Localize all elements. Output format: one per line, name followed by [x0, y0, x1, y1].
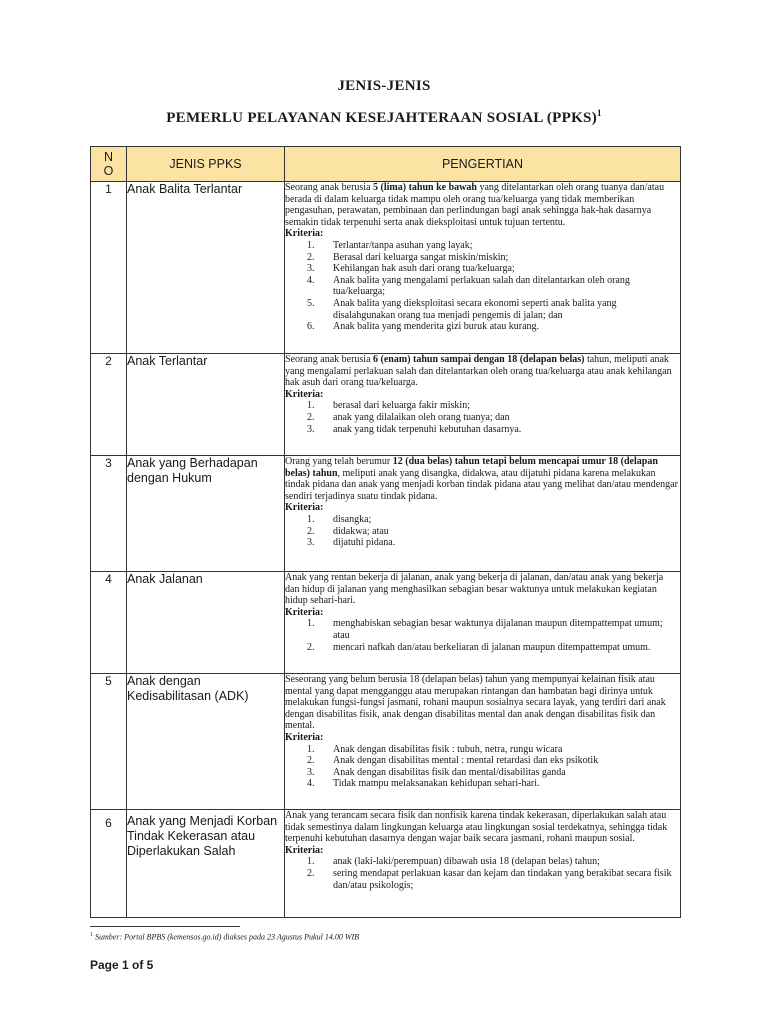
row-description: [285, 572, 680, 607]
list-item-text: Tidak mampu melaksanakan kehidupan sehari-hari.: [333, 778, 540, 790]
list-item-text: mencari nafkah dan/atau berkeliaran di jalanan maupun ditempattempat umum.: [333, 641, 651, 653]
list-item-number: 2.: [307, 411, 315, 423]
row-number: 4: [91, 572, 127, 674]
table-row: [91, 674, 681, 810]
row-pengertian: [285, 572, 681, 674]
list-item-number: 3.: [307, 537, 315, 549]
table-row: [91, 572, 681, 674]
list-item-number: 1.: [307, 856, 315, 868]
criteria-list: [285, 618, 680, 653]
row-description: [285, 354, 680, 389]
header-no-line1: N: [103, 150, 114, 164]
footnote-text: Sumber: Portal BPBS (kemensos.go.id) diakses pada 23 Agustus Pukul 14.00 WIB: [95, 932, 360, 942]
criteria-label: Kriteria:: [285, 502, 324, 514]
table-row: [91, 456, 681, 572]
list-item-number: 3.: [307, 263, 315, 275]
description-bold-text: 12 (dua belas) tahun tetapi belum mencapai umur 18 (delapan belas) tahun: [285, 456, 658, 479]
list-item-number: 2.: [307, 641, 315, 653]
row-jenis: Anak Balita Terlantar: [127, 182, 285, 354]
list-item: [285, 744, 680, 756]
criteria-list: [285, 744, 680, 790]
list-item-number: 5.: [307, 297, 315, 309]
description-bold-text: 5 (lima) tahun ke bawah: [373, 182, 477, 193]
list-item-number: 6.: [307, 321, 315, 333]
row-pengertian: [285, 182, 681, 354]
list-item-number: 1.: [307, 400, 315, 412]
list-item: [285, 868, 680, 891]
criteria-label: Kriteria:: [285, 606, 324, 618]
header-no-line2: O: [103, 164, 114, 178]
list-item: [285, 321, 680, 333]
description-text: Anak yang terancam secara fisik dan nonfisik karena tindak kekerasan, diperlakukan salah atau tidak semestinya dalam lingkungan keluarga atau lingkungan sosial terdekatnya, sehingga tidak terpenuhi kebutuhan dasarnya dengan wajar baik secara jasmani, rohani maupun sosial.: [285, 810, 668, 845]
table-row: [91, 810, 681, 918]
criteria-label: Kriteria:: [285, 228, 324, 240]
list-item: [285, 412, 680, 424]
description-text: Orang yang telah berumur: [285, 456, 393, 467]
list-item: [285, 642, 680, 654]
list-item-text: Anak balita yang dieksploitasi secara ekonomi seperti anak balita yang disalahgunakan orang tua menjadi pengemis di jalan; dan: [333, 297, 617, 321]
row-description: [285, 456, 680, 502]
row-jenis: Anak yang Menjadi Korban Tindak Kekerasan atau Diperlakukan Salah: [127, 810, 285, 918]
row-number: 3: [91, 456, 127, 572]
list-item-number: 3.: [307, 423, 315, 435]
row-jenis: Anak yang Berhadapan dengan Hukum: [127, 456, 285, 572]
list-item-text: didakwa; atau: [333, 525, 389, 537]
list-item-text: anak (laki-laki/perempuan) dibawah usia 18 (delapan belas) tahun;: [333, 856, 600, 868]
list-item: [285, 618, 680, 641]
list-item-text: Berasal dari keluarga sangat miskin/miskin;: [333, 251, 509, 263]
list-item: [285, 755, 680, 767]
list-item: [285, 400, 680, 412]
subtitle-text: PEMERLU PELAYANAN KESEJAHTERAAN SOSIAL (PPKS): [166, 110, 597, 126]
list-item-number: 1.: [307, 743, 315, 755]
list-item-text: berasal dari keluarga fakir miskin;: [333, 400, 470, 412]
list-item-number: 4.: [307, 274, 315, 286]
header-jenis: JENIS PPKS: [127, 147, 285, 182]
row-jenis: Anak Terlantar: [127, 354, 285, 456]
criteria-list: [285, 856, 680, 891]
list-item: [285, 424, 680, 436]
list-item-text: Terlantar/tanpa asuhan yang layak;: [333, 239, 473, 251]
row-number: 2: [91, 354, 127, 456]
list-item-number: 2.: [307, 867, 315, 879]
header-pengertian: PENGERTIAN: [285, 147, 681, 182]
row-pengertian: [285, 456, 681, 572]
criteria-list: [285, 240, 680, 333]
list-item-text: Kehilangan hak asuh dari orang tua/keluarga;: [333, 263, 515, 275]
page-number: Page 1 of 5: [90, 958, 154, 972]
description-text-continued: , meliputi anak yang disangka, didakwa, atau dijatuhi pidana karena melakukan tindak pidana dan anak yang menjadi korban tindak pidana atau yang melihat dan/atau mendengar sendiri terjadinya suatu tindak pidana.: [285, 467, 678, 502]
list-item-text: sering mendapat perlakuan kasar dan kejam dan tindakan yang berakibat secara fisik dan/atau psikologis;: [333, 867, 672, 891]
row-jenis: Anak Jalanan: [127, 572, 285, 674]
list-item: [285, 275, 680, 298]
list-item-number: 2.: [307, 251, 315, 263]
list-item: [285, 537, 680, 549]
document-title: JENIS-JENIS: [337, 78, 431, 94]
header-no: [91, 147, 127, 182]
list-item: [285, 240, 680, 252]
table-row: [91, 182, 681, 354]
footnote: [90, 932, 359, 942]
list-item-number: 4.: [307, 778, 315, 790]
row-pengertian: [285, 674, 681, 810]
description-text-continued: yang ditelantarkan oleh orang tuanya dan/atau berada di dalam keluarga tidak mampu oleh orang tua/keluarga yang tidak memberikan pengasuhan, perawatan, pembinaan dan perlindungan bagi anak sehingga hak-hak dasarnya semakin tidak terpenuhi serta anak dieksploitasi untuk tujuan tertentu.: [285, 182, 665, 228]
description-text-continued: tahun, meliputi anak yang mengalami perlakuan salah dan ditelantarkan oleh orang tua/keluarga atau anak kehilangan hak asuh dari orang tua/keluarga.: [285, 354, 672, 389]
table-row: [91, 354, 681, 456]
row-number: 1: [91, 182, 127, 354]
list-item-text: disangka;: [333, 513, 372, 525]
table-header-row: [91, 147, 681, 182]
list-item-text: Anak dengan disabilitas fisik : tubuh, netra, rungu wicara: [333, 743, 563, 755]
row-number: 6: [91, 810, 127, 918]
row-description: [285, 182, 680, 228]
list-item: [285, 263, 680, 275]
description-bold-text: 6 (enam) tahun sampai dengan 18 (delapan belas): [373, 354, 585, 365]
list-item-text: Anak dengan disabilitas mental : mental retardasi dan eks psikotik: [333, 755, 599, 767]
list-item: [285, 778, 680, 790]
row-jenis: Anak dengan Kedisabilitasan (ADK): [127, 674, 285, 810]
list-item: [285, 252, 680, 264]
list-item-text: dijatuhi pidana.: [333, 537, 396, 549]
list-item-text: menghabiskan sebagian besar waktunya dijalanan maupun ditempattempat umum; atau: [333, 618, 663, 641]
list-item-text: Anak dengan disabilitas fisik dan mental/disabilitas ganda: [333, 766, 566, 778]
list-item: [285, 298, 680, 321]
criteria-label: Kriteria:: [285, 388, 324, 400]
row-pengertian: [285, 810, 681, 918]
row-description: [285, 810, 680, 845]
list-item-text: Anak balita yang mengalami perlakuan salah dan ditelantarkan oleh orang tua/keluarga;: [333, 274, 630, 298]
description-text: Seorang anak berusia: [285, 354, 374, 365]
list-item-number: 1.: [307, 239, 315, 251]
row-description: [285, 674, 680, 732]
criteria-list: [285, 400, 680, 435]
list-item: [285, 526, 680, 538]
footnote-mark: 1: [90, 932, 93, 938]
footnote-reference: 1: [596, 108, 602, 118]
footnote-separator: [90, 926, 240, 927]
criteria-label: Kriteria:: [285, 844, 324, 856]
row-pengertian: [285, 354, 681, 456]
description-text: Seseorang yang belum berusia 18 (delapan belas) tahun yang mempunyai kelainan fisik atau mental yang dapat mengganggu atau merupakan rintangan dan hambatan bagi dirinya untuk melakukan fungsi-fungsi jasmani, rohani maupun sosialnya secara layak, yang terdiri dari anak dengan disabilitas fisik, anak dengan disabilitas mental dan anak dengan disabilitas fisik dan mental.: [285, 674, 666, 732]
list-item-number: 2.: [307, 525, 315, 537]
list-item: [285, 856, 680, 868]
list-item-number: 3.: [307, 766, 315, 778]
document-subtitle: [0, 108, 768, 127]
description-text: Seorang anak berusia: [285, 182, 374, 193]
row-number: 5: [91, 674, 127, 810]
description-text: Anak yang rentan bekerja di jalanan, anak yang bekerja di jalanan, dan/atau anak yang bekerja dan hidup di jalanan yang menghasilkan sebagian besar waktunya untuk melakukan kegiatan hidup sehari-hari.: [285, 572, 664, 607]
list-item: [285, 767, 680, 779]
list-item-text: anak yang dilalaikan oleh orang tuanya; dan: [333, 411, 510, 423]
list-item-number: 2.: [307, 755, 315, 767]
list-item-number: 1.: [307, 618, 315, 630]
list-item: [285, 514, 680, 526]
list-item-number: 1.: [307, 513, 315, 525]
list-item-text: Anak balita yang menderita gizi buruk atau kurang.: [333, 321, 540, 333]
ppks-table: [90, 146, 681, 918]
criteria-label: Kriteria:: [285, 731, 324, 743]
criteria-list: [285, 514, 680, 549]
list-item-text: anak yang tidak terpenuhi kebutuhan dasarnya.: [333, 423, 522, 435]
